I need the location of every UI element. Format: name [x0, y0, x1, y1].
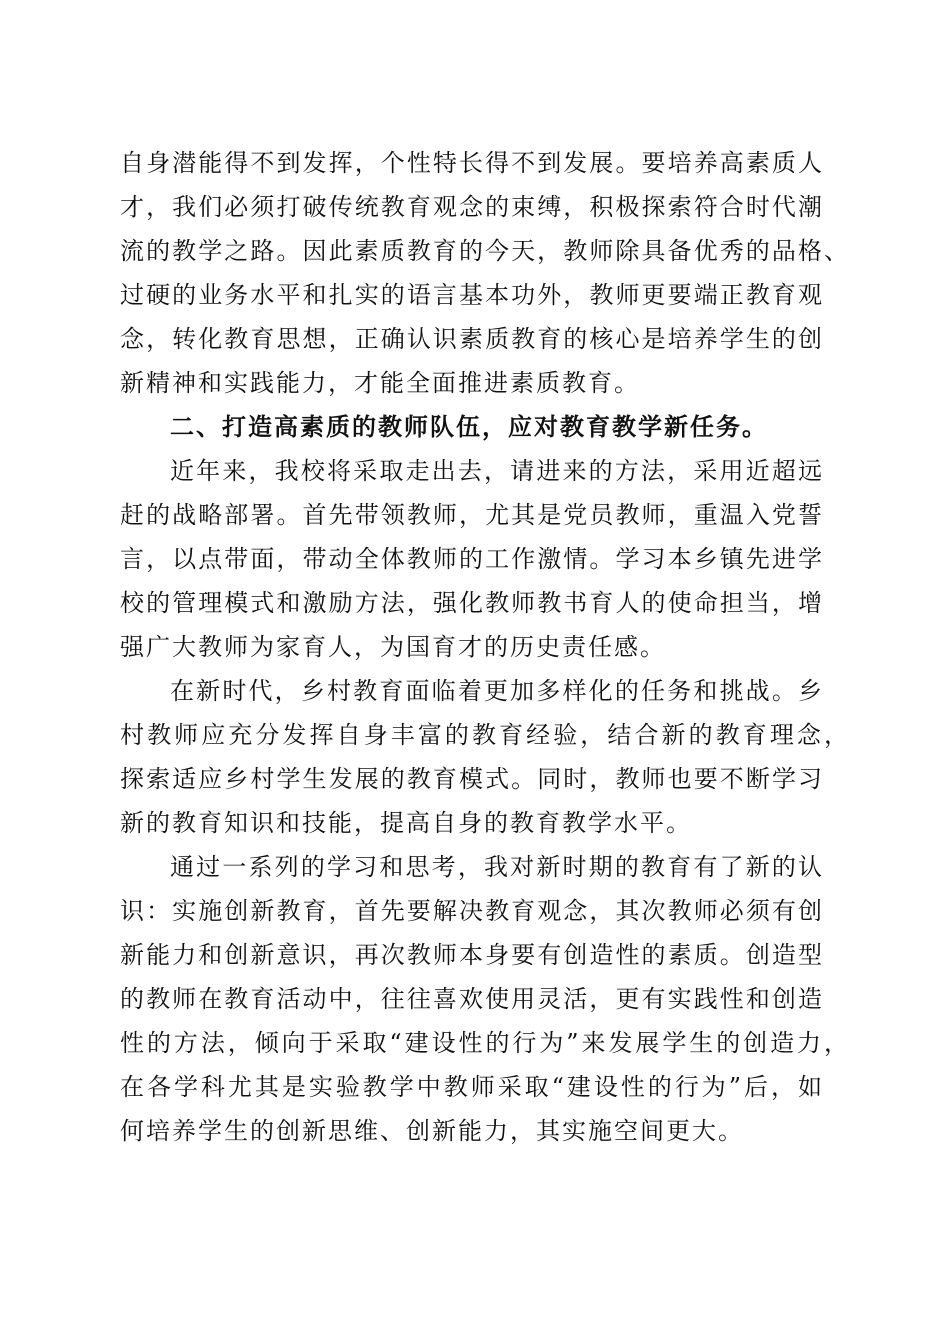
paragraph-line: 新精神和实践能力，才能全面推进素质教育。 [120, 369, 640, 397]
paragraph-line: 校的管理模式和激励方法，强化教师教书育人的使命担当，增 [120, 589, 822, 617]
paragraph-line: 新的教育知识和技能，提高自身的教育教学水平。 [120, 809, 692, 837]
paragraph-line: 才，我们必须打破传统教育观念的束缚，积极探索符合时代潮 [120, 193, 822, 221]
paragraph-line: 过硬的业务水平和扎实的语言基本功外，教师更要端正教育观 [120, 281, 822, 309]
paragraph-line: 念，转化教育思想，正确认识素质教育的核心是培养学生的创 [120, 325, 822, 353]
paragraph-line: 村教师应充分发挥自身丰富的教育经验，结合新的教育理念， [120, 721, 848, 749]
paragraph-line: 言，以点带面，带动全体教师的工作激情。学习本乡镇先进学 [120, 545, 822, 573]
paragraph-line: 自身潜能得不到发挥，个性特长得不到发展。要培养高素质人 [120, 149, 822, 177]
paragraph-line: 探索适应乡村学生发展的教育模式。同时，教师也要不断学习 [120, 765, 822, 793]
paragraph-line: 流的教学之路。因此素质教育的今天，教师除具备优秀的品格、 [120, 237, 848, 265]
paragraph-line: 强广大教师为家育人，为国育才的历史责任感。 [120, 633, 666, 661]
paragraph-line: 赶的战略部署。首先带领教师，尤其是党员教师，重温入党誓 [120, 501, 822, 529]
paragraph-line: 通过一系列的学习和思考，我对新时期的教育有了新的认 [170, 853, 822, 881]
paragraph-line: 识：实施创新教育，首先要解决教育观念，其次教师必须有创 [120, 897, 822, 925]
section-heading: 二、打造高素质的教师队伍，应对教育教学新任务。 [170, 413, 768, 441]
paragraph-line: 何培养学生的创新思维、创新能力，其实施空间更大。 [120, 1117, 744, 1145]
paragraph-line: 近年来，我校将采取走出去，请进来的方法，采用近超远 [170, 457, 822, 485]
paragraph-line: 在新时代，乡村教育面临着更加多样化的任务和挑战。乡 [170, 677, 822, 705]
paragraph-line: 的教师在教育活动中，往往喜欢使用灵活，更有实践性和创造 [120, 985, 822, 1013]
paragraph-line: 新能力和创新意识，再次教师本身要有创造性的素质。创造型 [120, 941, 822, 969]
paragraph-line: 在各学科尤其是实验教学中教师采取“建设性的行为”后，如 [120, 1073, 822, 1101]
paragraph-line: 性的方法，倾向于采取“建设性的行为”来发展学生的创造力， [120, 1029, 848, 1057]
